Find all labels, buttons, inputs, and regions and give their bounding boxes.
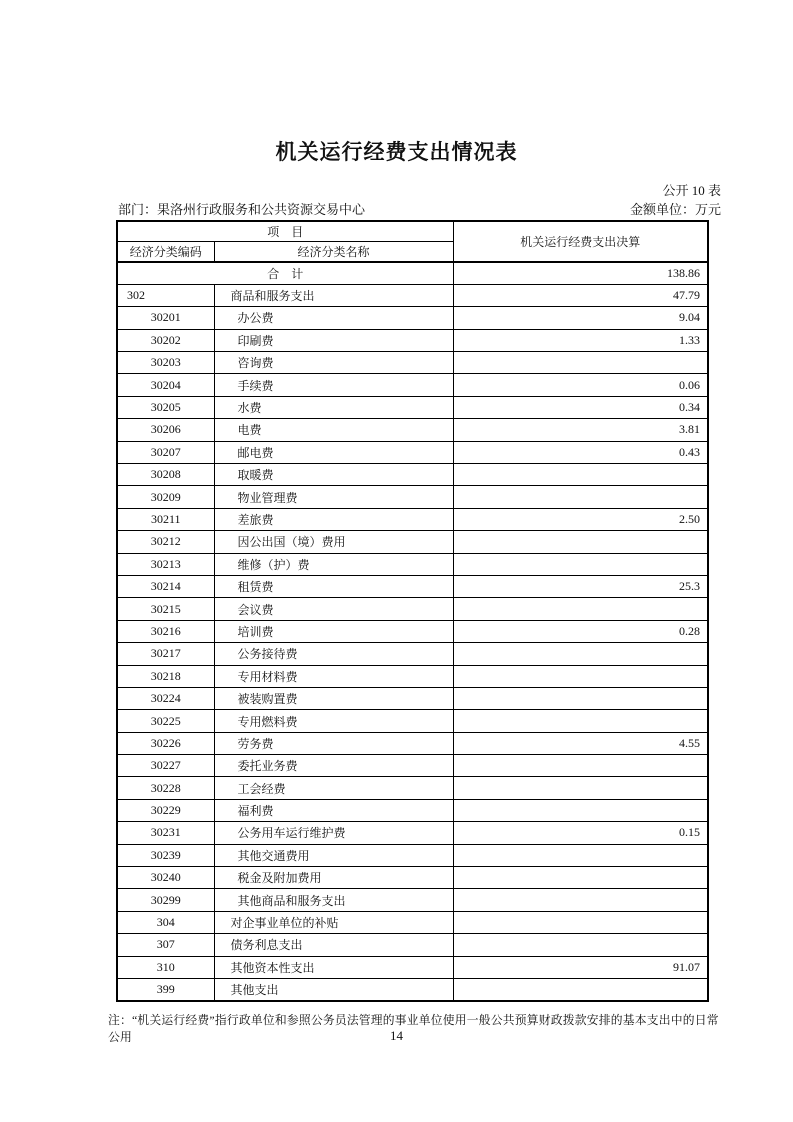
code-cell: 30216 xyxy=(117,620,214,642)
code-cell: 30225 xyxy=(117,710,214,732)
code-cell: 30205 xyxy=(117,396,214,418)
table-row xyxy=(117,844,708,866)
table-row xyxy=(117,486,708,508)
table-row xyxy=(117,687,708,709)
code-cell: 307 xyxy=(117,934,214,956)
name-cell: 其他商品和服务支出 xyxy=(214,889,453,911)
code-cell: 30212 xyxy=(117,531,214,553)
value-cell: 4.55 xyxy=(453,732,708,754)
value-cell xyxy=(453,710,708,732)
value-cell xyxy=(453,665,708,687)
name-cell: 租赁费 xyxy=(214,575,453,597)
name-cell: 邮电费 xyxy=(214,441,453,463)
value-cell: 3.81 xyxy=(453,419,708,441)
header-name: 经济分类名称 xyxy=(214,241,453,262)
code-cell: 30227 xyxy=(117,755,214,777)
table-row xyxy=(117,665,708,687)
table-head xyxy=(117,221,708,262)
name-cell: 差旅费 xyxy=(214,508,453,530)
code-cell: 30229 xyxy=(117,799,214,821)
value-cell xyxy=(453,777,708,799)
table-row xyxy=(117,799,708,821)
value-cell xyxy=(453,844,708,866)
name-cell: 合 计 xyxy=(117,262,453,284)
unit-label: 金额单位：万元 xyxy=(629,202,721,217)
value-cell: 9.04 xyxy=(453,307,708,329)
name-cell: 电费 xyxy=(214,419,453,441)
name-cell: 维修（护）费 xyxy=(214,553,453,575)
value-cell xyxy=(453,799,708,821)
value-cell xyxy=(453,643,708,665)
page-title: 机关运行经费支出情况表 xyxy=(275,140,518,164)
code-cell: 30239 xyxy=(117,844,214,866)
table-row xyxy=(117,643,708,665)
code-cell: 30217 xyxy=(117,643,214,665)
code-cell: 30224 xyxy=(117,687,214,709)
value-cell: 0.28 xyxy=(453,620,708,642)
value-cell xyxy=(453,889,708,911)
value-cell: 0.15 xyxy=(453,822,708,844)
value-cell: 138.86 xyxy=(453,262,708,284)
value-cell: 25.3 xyxy=(453,575,708,597)
value-cell xyxy=(453,486,708,508)
code-cell: 30231 xyxy=(117,822,214,844)
name-cell: 办公费 xyxy=(214,307,453,329)
table-row xyxy=(117,464,708,486)
value-cell xyxy=(453,755,708,777)
code-cell: 30201 xyxy=(117,307,214,329)
value-cell xyxy=(453,867,708,889)
name-cell: 福利费 xyxy=(214,799,453,821)
code-cell: 30208 xyxy=(117,464,214,486)
table-row xyxy=(117,374,708,396)
table-row xyxy=(117,822,708,844)
table-row xyxy=(117,710,708,732)
table-row xyxy=(117,934,708,956)
name-cell: 手续费 xyxy=(214,374,453,396)
header-item-group: 项 目 xyxy=(117,221,453,241)
table-row xyxy=(117,777,708,799)
table-meta-row xyxy=(118,199,721,218)
name-cell: 因公出国（境）费用 xyxy=(214,531,453,553)
table-row xyxy=(117,553,708,575)
code-cell: 304 xyxy=(117,911,214,933)
code-cell: 30215 xyxy=(117,598,214,620)
value-cell xyxy=(453,464,708,486)
name-cell: 咨询费 xyxy=(214,352,453,374)
value-cell: 0.34 xyxy=(453,396,708,418)
code-cell: 30209 xyxy=(117,486,214,508)
code-cell: 310 xyxy=(117,956,214,978)
value-cell: 1.33 xyxy=(453,329,708,351)
name-cell: 会议费 xyxy=(214,598,453,620)
table-row xyxy=(117,979,708,1001)
value-cell: 0.06 xyxy=(453,374,708,396)
header-value: 机关运行经费支出决算 xyxy=(453,221,708,262)
table-row xyxy=(117,867,708,889)
table-row xyxy=(117,396,708,418)
table-row xyxy=(117,889,708,911)
page-number: 14 xyxy=(390,1028,403,1043)
code-cell: 30206 xyxy=(117,419,214,441)
name-cell: 商品和服务支出 xyxy=(214,284,453,306)
value-cell xyxy=(453,598,708,620)
header-row-1 xyxy=(117,221,708,241)
value-cell xyxy=(453,911,708,933)
value-cell xyxy=(453,531,708,553)
code-cell: 30218 xyxy=(117,665,214,687)
value-cell xyxy=(453,687,708,709)
code-cell: 30204 xyxy=(117,374,214,396)
table-row xyxy=(117,575,708,597)
name-cell: 取暖费 xyxy=(214,464,453,486)
table-row xyxy=(117,911,708,933)
name-cell: 债务利息支出 xyxy=(214,934,453,956)
code-cell: 30299 xyxy=(117,889,214,911)
name-cell: 公务用车运行维护费 xyxy=(214,822,453,844)
department-label: 部门：果洛州行政服务和公共资源交易中心 xyxy=(118,202,366,217)
code-cell: 302 xyxy=(117,284,214,306)
table-row xyxy=(117,755,708,777)
table-row xyxy=(117,329,708,351)
footnote: 注：“机关运行经费”指行政单位和参照公务员法管理的事业单位使用一般公共预算财政拨款安排的基本支出中的日常公用 xyxy=(108,1013,719,1044)
name-cell: 其他资本性支出 xyxy=(214,956,453,978)
value-cell: 91.07 xyxy=(453,956,708,978)
code-cell: 30228 xyxy=(117,777,214,799)
table-row xyxy=(117,956,708,978)
table-body xyxy=(117,262,708,1001)
name-cell: 培训费 xyxy=(214,620,453,642)
table-row xyxy=(117,262,708,284)
name-cell: 专用材料费 xyxy=(214,665,453,687)
table-row xyxy=(117,620,708,642)
table-row xyxy=(117,419,708,441)
code-cell: 30203 xyxy=(117,352,214,374)
value-cell: 2.50 xyxy=(453,508,708,530)
table-row xyxy=(117,732,708,754)
name-cell: 公务接待费 xyxy=(214,643,453,665)
name-cell: 其他交通费用 xyxy=(214,844,453,866)
code-cell: 30207 xyxy=(117,441,214,463)
value-cell: 0.43 xyxy=(453,441,708,463)
name-cell: 劳务费 xyxy=(214,732,453,754)
code-cell: 30211 xyxy=(117,508,214,530)
name-cell: 其他支出 xyxy=(214,979,453,1001)
code-cell: 30214 xyxy=(117,575,214,597)
table-row xyxy=(117,284,708,306)
table-number-label: 公开 10 表 xyxy=(662,183,721,198)
name-cell: 被装购置费 xyxy=(214,687,453,709)
code-cell: 30213 xyxy=(117,553,214,575)
name-cell: 水费 xyxy=(214,396,453,418)
name-cell: 专用燃料费 xyxy=(214,710,453,732)
value-cell: 47.79 xyxy=(453,284,708,306)
name-cell: 印刷费 xyxy=(214,329,453,351)
table-row xyxy=(117,508,708,530)
code-cell: 30240 xyxy=(117,867,214,889)
table-row xyxy=(117,531,708,553)
value-cell xyxy=(453,352,708,374)
code-cell: 399 xyxy=(117,979,214,1001)
code-cell: 30226 xyxy=(117,732,214,754)
name-cell: 物业管理费 xyxy=(214,486,453,508)
table-row xyxy=(117,441,708,463)
value-cell xyxy=(453,934,708,956)
value-cell xyxy=(453,553,708,575)
name-cell: 税金及附加费用 xyxy=(214,867,453,889)
table-row xyxy=(117,352,708,374)
name-cell: 对企事业单位的补贴 xyxy=(214,911,453,933)
code-cell: 30202 xyxy=(117,329,214,351)
name-cell: 委托业务费 xyxy=(214,755,453,777)
table-row xyxy=(117,307,708,329)
name-cell: 工会经费 xyxy=(214,777,453,799)
table-row xyxy=(117,598,708,620)
value-cell xyxy=(453,979,708,1001)
expense-table xyxy=(116,220,709,1002)
header-code: 经济分类编码 xyxy=(117,241,214,262)
